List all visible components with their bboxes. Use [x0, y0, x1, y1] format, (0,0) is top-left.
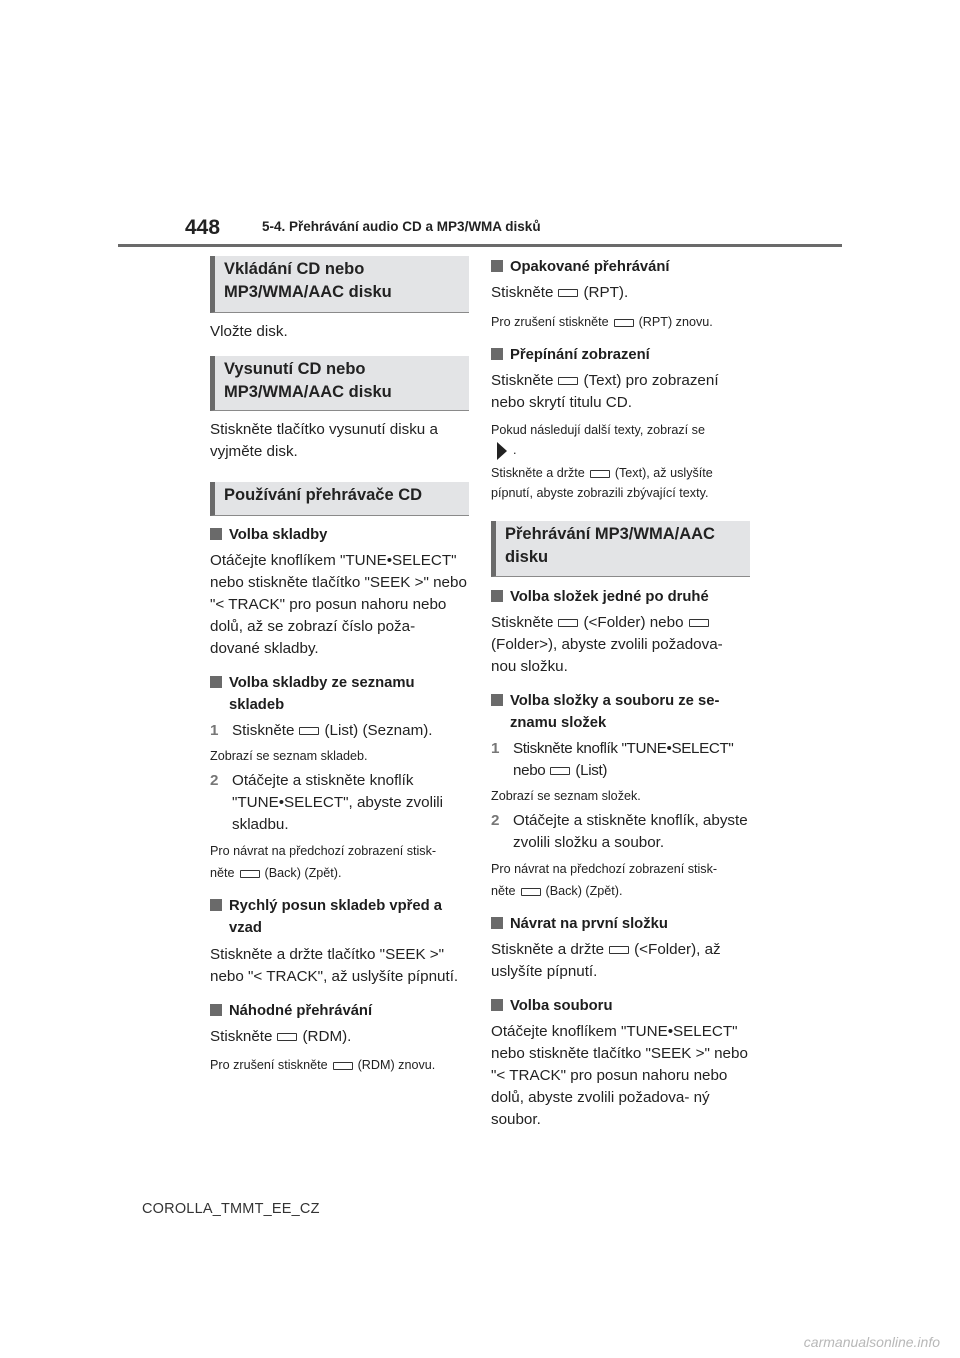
display-note-2: Stiskněte a držte (Text), až uslyšíte pípnutí, abyste zobrazili zbývající texty.	[491, 466, 713, 500]
watermark: carmanualsonline.info	[803, 1334, 940, 1350]
button-icon	[240, 870, 260, 878]
folder-file-step-1: 1 Stiskněte knoflík "TUNE•SELECT" nebo (List)	[491, 740, 734, 779]
track-list-note-1: Zobrazí se seznam skladeb.	[210, 749, 368, 763]
subheading-repeat: Opakované přehrávání	[491, 256, 750, 278]
button-icon	[299, 727, 319, 735]
button-icon	[558, 619, 578, 627]
insert-text: Vložte disk.	[210, 323, 288, 340]
random-text: Stiskněte (RDM).	[210, 1028, 352, 1045]
header-rule	[118, 244, 842, 247]
random-note: Pro zrušení stiskněte (RDM) znovu.	[210, 1058, 436, 1072]
heading-eject-disc: Vysunutí CD nebo MP3/WMA/AAC disku	[210, 356, 469, 411]
track-list-note-2: Pro návrat na předchozí zobrazení stisk- něte (Back) (Zpět).	[210, 844, 437, 880]
button-icon	[333, 1062, 353, 1070]
folder-file-note-2: Pro návrat na předchozí zobrazení stisk- něte (Back) (Zpět).	[491, 862, 718, 898]
subheading-first-folder: Návrat na první složku	[491, 913, 750, 935]
subheading-track-list: Volba skladby ze seznamu skladeb	[210, 672, 469, 716]
display-text: Stiskněte (Text) pro zobrazení nebo skrytí titulu CD.	[491, 372, 719, 411]
file-select-text: Otáčejte knoflíkem "TUNE•SELECT" nebo stiskněte tlačítko "SEEK >" nebo "< TRACK" pro posun nahoru nebo dolů, abyste zvolili požadova- ný soubor.	[491, 1023, 748, 1128]
button-icon	[558, 377, 578, 385]
folders-text: Stiskněte (<Folder) nebo(Folder>), abyste zvolili požadova- nou složku.	[491, 614, 723, 675]
repeat-text: Stiskněte (RPT).	[491, 284, 629, 301]
folder-file-step-2: 2 Otáčejte a stiskněte knoflík, abyste zvolili složku a soubor.	[491, 812, 748, 851]
track-select-text: Otáčejte knoflíkem "TUNE•SELECT" nebo stiskněte tlačítko "SEEK >" nebo "< TRACK" pro posun nahoru nebo dolů, až se zobrazí číslo poža- dované skladby.	[210, 552, 467, 657]
repeat-note: Pro zrušení stiskněte (RPT) znovu.	[491, 315, 713, 329]
subheading-folder-file: Volba složky a souboru ze se- znamu složek	[491, 690, 750, 734]
subheading-fast-forward: Rychlý posun skladeb vpřed a vzad	[210, 895, 469, 939]
square-bullet-icon	[491, 694, 503, 706]
square-bullet-icon	[491, 999, 503, 1011]
fast-text: Stiskněte a držte tlačítko "SEEK >" nebo "< TRACK", až uslyšíte pípnutí.	[210, 946, 459, 985]
heading-insert-disc: Vkládání CD nebo MP3/WMA/AAC disku	[210, 256, 469, 313]
button-icon	[590, 470, 610, 478]
square-bullet-icon	[491, 348, 503, 360]
subheading-folders: Volba složek jedné po druhé	[491, 586, 750, 608]
square-bullet-icon	[491, 917, 503, 929]
heading-cd-player: Používání přehrávače CD	[210, 482, 469, 516]
eject-text: Stiskněte tlačítko vysunutí disku a vyjměte disk.	[210, 421, 438, 460]
button-icon	[614, 319, 634, 327]
display-note-1: Pokud následují další texty, zobrazí se .	[491, 420, 750, 460]
section-title: 5-4. Přehrávání audio CD a MP3/WMA disků	[262, 219, 541, 234]
first-folder-text: Stiskněte a držte (<Folder), až uslyšíte pípnutí.	[491, 941, 721, 980]
page-number: 448	[185, 216, 221, 239]
button-icon	[558, 289, 578, 297]
square-bullet-icon	[210, 676, 222, 688]
track-list-step-1: 1 Stiskněte (List) (Seznam).	[210, 722, 433, 739]
button-icon	[277, 1033, 297, 1041]
subheading-file-select: Volba souboru	[491, 995, 750, 1017]
button-icon	[609, 946, 629, 954]
button-icon	[689, 619, 709, 627]
left-column	[210, 256, 469, 1075]
right-column	[491, 256, 750, 1131]
subheading-display: Přepínání zobrazení	[491, 344, 750, 366]
footer-code: COROLLA_TMMT_EE_CZ	[142, 1201, 320, 1217]
square-bullet-icon	[491, 260, 503, 272]
button-icon	[550, 767, 570, 775]
square-bullet-icon	[210, 528, 222, 540]
heading-mp3-playback: Přehrávání MP3/WMA/AAC disku	[491, 521, 750, 577]
track-list-step-2: 2 Otáčejte a stiskněte knoflík "TUNE•SELECT", abyste zvolili skladbu.	[210, 772, 444, 833]
square-bullet-icon	[210, 1004, 222, 1016]
play-arrow-icon	[497, 442, 507, 460]
folder-file-note-1: Zobrazí se seznam složek.	[491, 789, 641, 803]
subheading-track-select: Volba skladby	[210, 524, 469, 546]
square-bullet-icon	[210, 899, 222, 911]
subheading-random: Náhodné přehrávání	[210, 1000, 469, 1022]
button-icon	[521, 888, 541, 896]
square-bullet-icon	[491, 590, 503, 602]
